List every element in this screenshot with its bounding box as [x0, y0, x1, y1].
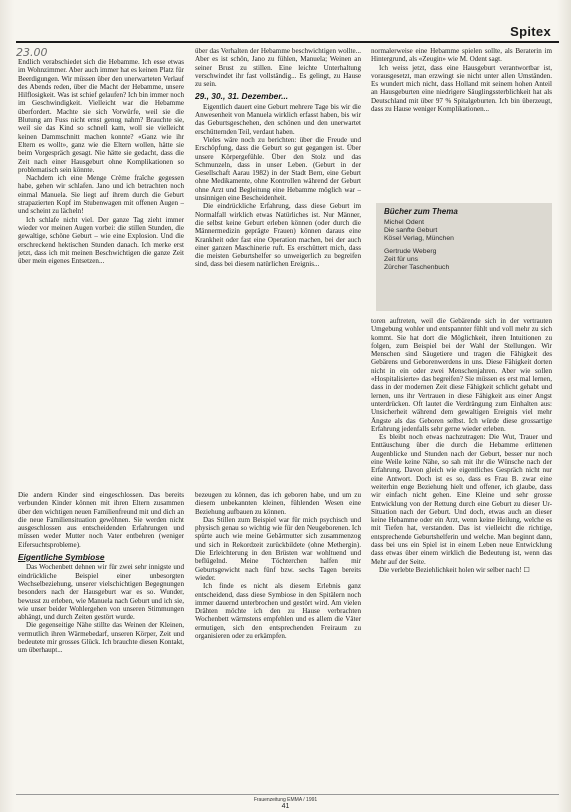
book-title: Die sanfte Geburt: [384, 227, 438, 234]
paragraph: Die eindrückliche Erfahrung, dass diese Geburt im Normalfall wirklich etwas Natürliches ist. Nur Männer, die selbst keine Geburt erleben können (oder durch die Männermedizin geprägte Frauen) können daraus eine Krankheit oder fast eine Operation machen, bei der auch einer ganzen Maschinerie ruft. Es erschüttert mich, dass die meisten Geburtshelfer so unweigerlich zu begreifen sind, dass bei diesem natürlichen Ereignis...: [195, 202, 361, 269]
header-rule: [16, 41, 559, 43]
column-3-top: [371, 47, 552, 197]
closing-text: Die verlebte Beziehlichkeit holen wir selber nach!: [379, 565, 522, 574]
section-title: Spitex: [510, 24, 551, 39]
book-box-heading: Bücher zum Thema: [384, 207, 458, 216]
page-number: 41: [281, 803, 290, 810]
book-publisher: Kösel Verlag, München: [384, 235, 454, 242]
paragraph: Ich weiss jetzt, dass eine Hausgeburt verantwortbar ist, vorausgesetzt, man erzwingt sie nicht unter allen Umständen. Es wundert mich nicht, dass Holland mit seinem hohen Anteil an Hausgeburten eine niedrigere Säuglingssterblichkeit hat als Deutschland mit über 97 % Spitalgeburten. Ich bin überzeugt, dass zu Hause weniger Komplikationen...: [371, 63, 552, 114]
paragraph: Die gegenseitige Nähe stillte das Weinen der Kleinen, vermutlich ihren Wärmebedarf, unseren Körper, Zeit und bedeutete mir grosses Glück. Ich brauchte diesen Kontakt, um überhaupt...: [18, 621, 184, 655]
end-mark: ☐: [523, 564, 530, 574]
paragraph: Es bleibt noch etwas nachzutragen: Die Wut, Trauer und Enttäuschung über die durch die Hebamme erlittenen Augenblicke und Stunden nach der Geburt, besser nur noch eine Weile keine Nähe, so sah mit ihr die Wünsche nach der Erfahrung. Davon gleich wie eigentliches Gespräch nicht nur eine Antwort. Doch ist es so, dass es Frau B. zwar eine weiterhin enge Beziehung hielt und offener, ich glaube, dass wir einfach nicht gehen. Eine Kleine und sehr grosse Entwicklung von der Rettung durch eine Geburt zu dieser Ur-Situation nach der Geburt. Und doch, etwas auch an dieser keine Hebamme oder ein Arzt, wenn keine Heilung, welche es mit Tiefen hat, verstanden. Das ist vielleicht die richtige, entsprechende Geburtshelferin und welche. Man beginnt dann, dass bei uns ein Spiel ist in einem Leben neue Entwicklung dass etwas über einem wirklich die Bedeutung ist, wenn das Mehr auf der Seite.: [371, 433, 552, 566]
paragraph: bezeugen zu können, das ich geboren habe, und um zu diesem unbekannten kleinen, fühlenden Wesen eine Beziehung aufbauen zu können.: [195, 491, 361, 516]
column-1-top: [18, 58, 184, 478]
paragraph: Vieles wäre noch zu berichten: über die Freude und Erschöpfung, dass die Geburt so gut gegangen ist. Über unsere Körpergefühle. Über den Stolz und das Schmunzeln, dass in unser Leben. (Geburt in der Gesellschaft Aarau 1982) in der Stadt Bern, eine Geburt ohne Medikamente, ohne Kontrollen während der Geburt ohne Arzt und Begleitung eine Hebamme möglich war – unsinnigen eine Bescheidenheit.: [195, 135, 361, 203]
book-recommendation-box: [376, 203, 552, 311]
handwritten-note: 23.00: [16, 46, 48, 59]
paragraph: Eigentlich dauert eine Geburt mehrere Tage bis wir die Anwesenheit von Manuela wirklich erfasst haben, bis wir das Geburtsgeschehen, den schönen und den unerwartet erschütternden Teil, verdaut haben.: [195, 102, 361, 136]
paragraph: Das Stillen zum Beispiel war für mich psychisch und physisch genau so wichtig wie für den Neugeborenen. Ich spürte auch wie meine Gebärmutter sich zusammenzog und sich in Rekordzeit zurückbildete (ohne Methergin). Die Erleichterung in den Brüsten war wohltuend und beflügelnd. Meine Töchterchen halfen mir Geburtsgewicht nach fünf bzw. sechs Tagen bereits wieder.: [195, 515, 361, 582]
symbiosis-subheading: Eigentliche Symbiose: [18, 552, 105, 563]
column-2-bottom: [195, 491, 361, 791]
paragraph: Die andern Kinder sind eingeschlossen. Das bereits verbunden Kinder können mit ihren Eltern zusammen über den wichtigen neuen Familienfreund mit und dich an die neue Familiensituation gewöhnen. Sie werden nicht ausgeschlossen aus entscheidenden Erfahrungen und müssen weder Mutter noch Vater entbehren (weniger Eifersuchtsprobleme).: [18, 491, 184, 549]
book-title: Zeit für uns: [384, 256, 418, 263]
book-author: Michel Odent: [384, 219, 425, 226]
paragraph: Nachdem ich eine Menge Crème fraîche gegessen habe, gehen wir schlafen. Jano und ich betrachten noch einmal Manuela. Sie liegt auf ihrem durch die Geburt strapazierten Kopf im Stubenwagen mit offenen Augen – und scheint zu lächeln!: [18, 174, 184, 216]
publication-credit: Frauenzeitung EMMA / 1991: [253, 797, 318, 803]
date-subheading: 29., 30., 31. Dezember...: [195, 91, 289, 102]
column-1-bottom: [18, 491, 184, 791]
paragraph: toren auftreten, weil die Gebärende sich in der vertrauten Umgebung wohler und entspannter fühlt und voll mehr zu sich kommt. Sie hat dort die Möglichkeit, ihren Intuitionen zu folgen, zum Beispiel bei der Wahl der Stellungen. Wir Menschen sind Säugetiere und tragen die Fähigkeit des Gebärens und Geborenwerdens in uns. Diese Fähigkeit dorten nicht in ein oder zwei Menschenjahren. Aber wie sollen «Hospitalisierte» das begreifen? Sie müssen es erst mal lernen, dass in der modernen Zeit diese Fähigkeit schlicht gehabt und lernen, uns ihr Vertrauen in diese Fähigkeit aus einer Angst unterdrücken. Oft lautet die Verdrängung zum Einhalten aus: Unsicherheit während dem gewaltigen Ereignis viel mehr Ängste als das Geboren selbst. Ich würde diese grossartige Erfahrung jedenfalls sehr gerne wieder erleben.: [371, 317, 552, 433]
column-3-bottom: [371, 317, 552, 789]
paragraph: über das Verhalten der Hebamme beschwichtigen wollte... Aber es ist schön, Jano zu fühlen, Manuela; Weinen an seiner Brust zu stillen. Eine leichte Unterhaltung verschwindet ihr fast vollständig... Es gelingt, zu Hause zu sein.: [195, 47, 361, 89]
paragraph: Ich finde es nicht als diesem Erlebnis ganz entscheidend, dass diese Symbiose in den Spitälern noch immer dauernd unterbrochen und gestört wird. Am vielen Drähten möchte ich den zu Hause verbrachten Wochenbett wärmstens empfehlen und es allem die Väter ermutigen, sich den entsprechenden Freiraum zu organisieren oder zu erkämpfen.: [195, 582, 361, 641]
closing-paragraph: [371, 566, 552, 574]
book-publisher: Zürcher Taschenbuch: [384, 264, 450, 271]
book-author: Gertrude Weberg: [384, 248, 437, 255]
paragraph: Das Wochenbett dehnen wir für zwei sehr innigste und eindrückliche Beispiel einer unbesorgten Wechselbeziehung, unserer vielschichtigen Begegnungen besonders nach der Hausgeburt war es so. Wunder, bewusst zu erleben, wie Manuela nach Geburt und ich sie, wie unser beider Wohlergehen von unseren Stimmungen abhängt, und durch Zeiten gestört wurde.: [18, 563, 184, 622]
paragraph: Endlich verabschiedet sich die Hebamme. Ich esse etwas im Wohnzimmer. Aber auch immer hat es keinen Platz für Beerdigungen. Wir müssen über den unerwarteten Verlauf des Abends reden, über die Macht der Hebamme, unsere Hilflosigkeit. Was ist schief gelaufen? Ich bin immer noch im Geschwindigkeit. Vielleicht war die Hebamme überfordert. Machte sie sich Vorwürfe, weil sie die Blutung am Fuss nicht ernst genug nahm? Brauchte sie, weil sie das Kind so schnell kam, woll sie vielleicht keinen Dammschnitt machen konnte? «Ganz wie ihr Eltern es wollt», ganz wie die Eltern wollen, hätte sie beim Vorgespräch gesagt. Nie hätte sie gedacht, dass die Zeit nach einer Hausgeburt ohne Komplikationen so problematisch sein könnte.: [18, 58, 184, 174]
footer-rule: [16, 794, 559, 795]
paragraph: Ich schlafe nicht viel. Der ganze Tag zieht immer wieder vor meinen Augen vorbei: die stillen Stunden, die gewaltige, schöne Geburt – wie eine Explosion. Und die erschreckend hektischen Stunden danach. Ich merke erst jetzt, dass ich mit meinen Beschwichtigen die ganze Zeit über mein eigenes Entsetzen...: [18, 215, 184, 266]
paragraph: normalerweise eine Hebamme spielen sollte, als Beraterin im Hintergrund, als «Zeugin» wie M. Odent sagt.: [371, 47, 552, 64]
column-2-top: [195, 47, 361, 478]
